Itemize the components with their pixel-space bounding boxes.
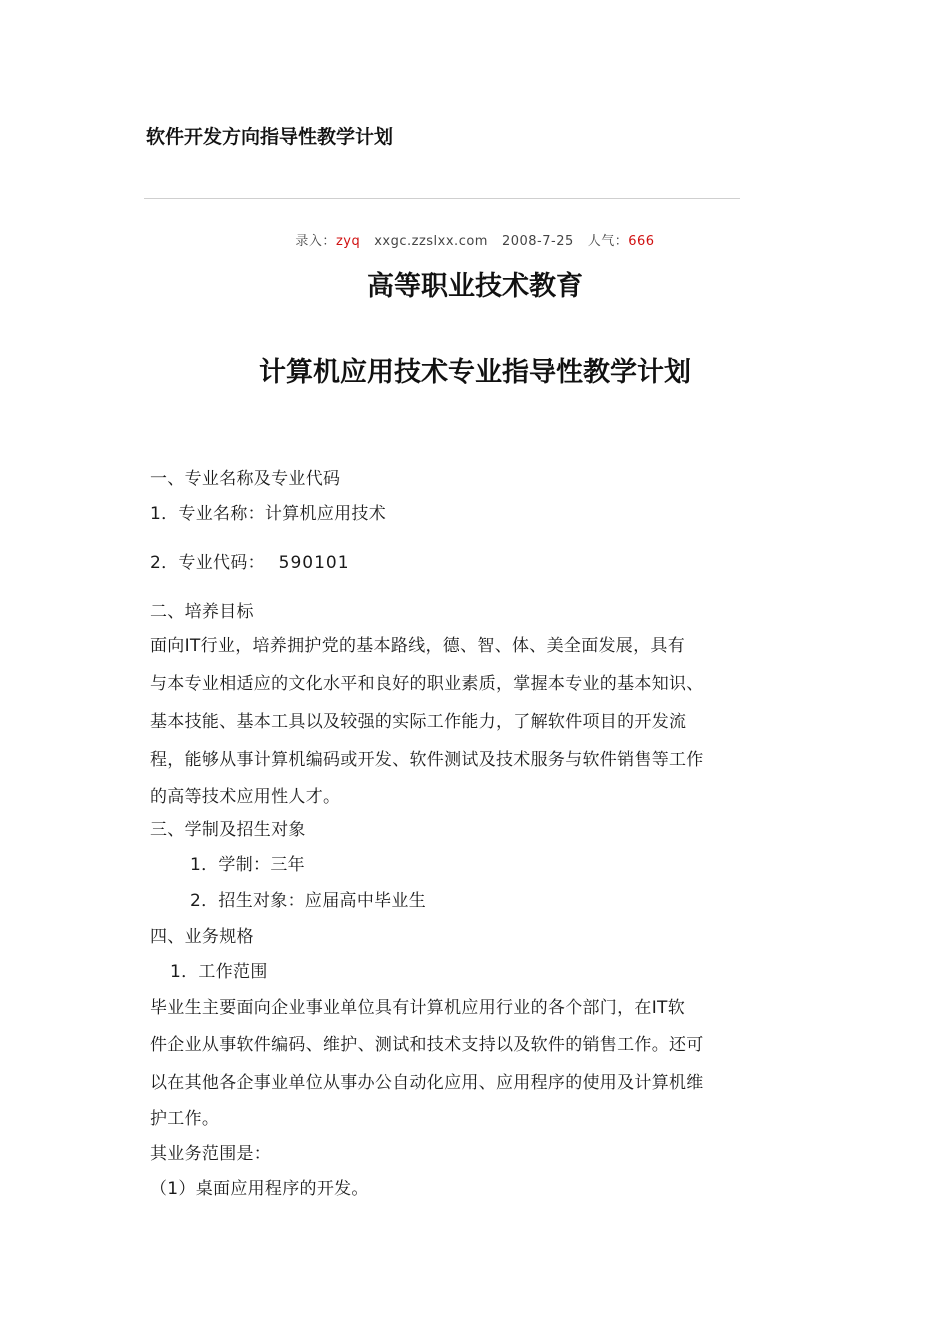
section-1-item-2 [150, 548, 350, 573]
major-code-value: 590101 [278, 553, 350, 573]
section-4-title: 四、业务规格 [150, 927, 254, 947]
section-3-item-2: 2．招生对象：应届高中毕业生 [190, 891, 427, 911]
section-1-item-1: 1．专业名称：计算机应用技术 [150, 504, 387, 524]
section-4-line-3: 以在其他各企事业单位从事办公自动化应用、应用程序的使用及计算机维 [150, 1073, 704, 1093]
title-divider [144, 198, 740, 199]
section-1-title: 一、专业名称及专业代码 [150, 469, 341, 489]
section-4-line-4: 护工作。 [150, 1109, 220, 1129]
meta-line [0, 230, 950, 249]
author-link[interactable]: zyq [335, 234, 361, 249]
section-4-scope: 其业务范围是： [150, 1144, 272, 1164]
section-2-line-1: 面向IT行业，培养拥护党的基本路线，德、智、体、美全面发展，具有 [150, 636, 685, 656]
major-code-label: 2．专业代码： [150, 553, 265, 573]
section-2-line-2: 与本专业相适应的文化水平和良好的职业素质，掌握本专业的基本知识、 [150, 674, 704, 694]
section-4-scope-item-1: （1）桌面应用程序的开发。 [150, 1179, 369, 1199]
document-title: 软件开发方向指导性教学计划 [146, 126, 394, 148]
section-2-line-5: 的高等技术应用性人才。 [150, 787, 341, 807]
heading-main: 高等职业技术教育 [367, 271, 583, 302]
section-3-title: 三、学制及招生对象 [150, 820, 306, 840]
section-2-line-3: 基本技能、基本工具以及较强的实际工作能力，了解软件项目的开发流 [150, 712, 687, 732]
publish-date: 2008-7-25 [501, 234, 574, 249]
views-count: 666 [628, 234, 655, 249]
section-4-item-1: 1．工作范围 [170, 962, 268, 982]
author-label: 录入： [295, 234, 336, 249]
section-2-line-4: 程，能够从事计算机编码或开发、软件测试及技术服务与软件销售等工作 [150, 750, 704, 770]
section-2-title: 二、培养目标 [150, 602, 254, 622]
section-3-item-1: 1．学制：三年 [190, 855, 305, 875]
section-4-line-1: 毕业生主要面向企业事业单位具有计算机应用行业的各个部门，在IT软 [150, 998, 685, 1018]
views-label: 人气： [587, 234, 629, 249]
heading-sub: 计算机应用技术专业指导性教学计划 [259, 357, 691, 388]
site-url: xxgc.zzslxx.com [374, 234, 488, 249]
section-4-line-2: 件企业从事软件编码、维护、测试和技术支持以及软件的销售工作。还可 [150, 1035, 704, 1055]
